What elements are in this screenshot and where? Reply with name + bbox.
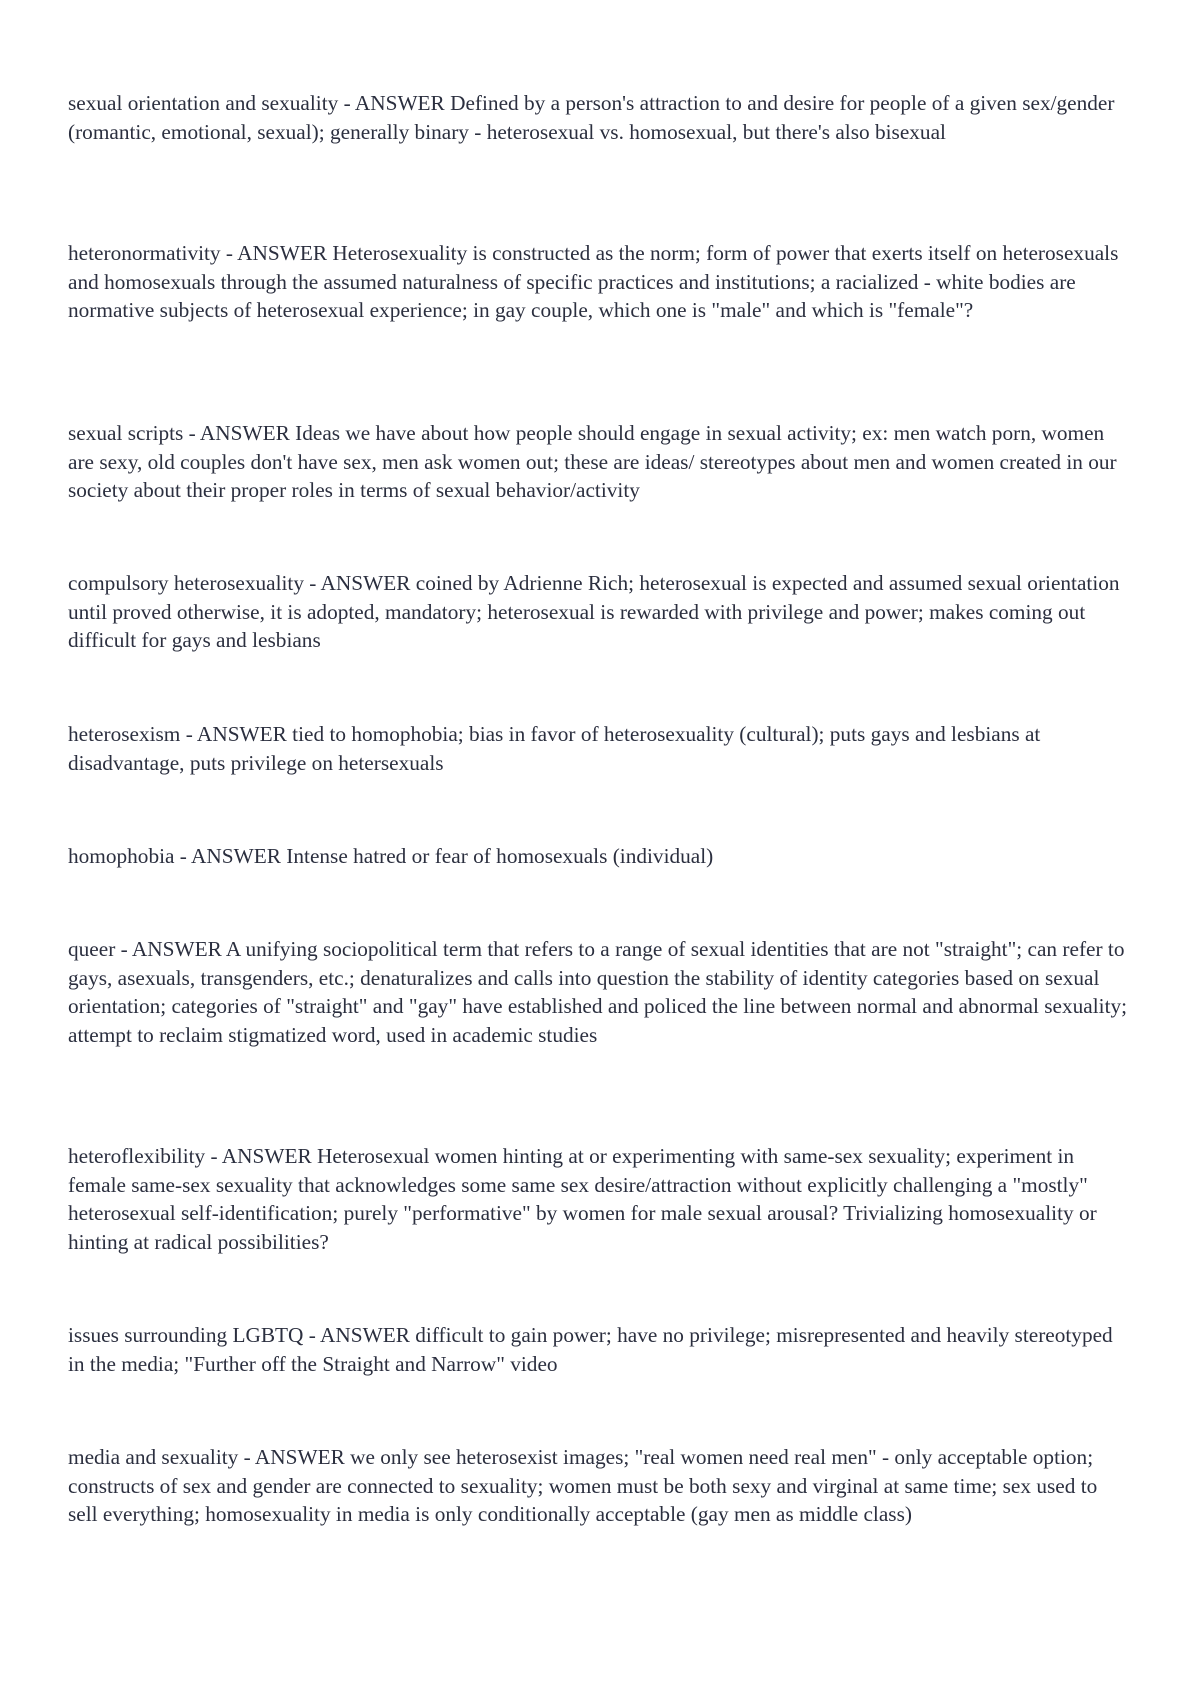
entry-issues-surrounding-lgbtq: issues surrounding LGBTQ - ANSWER difficult to gain power; have no privilege; misrepresented and heavily stereotyped in the media; "Further off the Straight and Narrow" video [68, 1323, 1113, 1376]
entry-heteroflexibility: heteroflexibility - ANSWER Heterosexual women hinting at or experimenting with same-sex sexuality; experiment in female same-sex sexuality that acknowledges some same sex desire/attraction without explicitly challenging a "mostly" heterosexual self-identification; purely "performative" by women for male sexual arousal? Trivializing homosexuality or hinting at radical possibilities? [68, 1144, 1097, 1254]
entry-homophobia: homophobia - ANSWER Intense hatred or fear of homosexuals (individual) [68, 844, 714, 868]
entry-compulsory-heterosexuality: compulsory heterosexuality - ANSWER coined by Adrienne Rich; heterosexual is expected and assumed sexual orientation until proved otherwise, it is adopted, mandatory; heterosexual is rewarded with privilege and power; makes coming out difficult for gays and lesbians [68, 571, 1120, 653]
entry-queer: queer - ANSWER A unifying sociopolitical term that refers to a range of sexual identities that are not "straight"; can refer to gays, asexuals, transgenders, etc.; denaturalizes and calls into question the stability of identity categories based on sexual orientation; categories of "straight" and "gay" have established and policed the line between normal and abnormal sexuality; attempt to reclaim stigmatized word, used in academic studies [68, 937, 1128, 1047]
entry-sexual-orientation: sexual orientation and sexuality - ANSWER Defined by a person's attraction to and desire for people of a given sex/gender (romantic, emotional, sexual); generally binary - heterosexual vs. homosexual, but there's also bisexual [68, 91, 1115, 144]
entry-heteronormativity: heteronormativity - ANSWER Heterosexuality is constructed as the norm; form of power that exerts itself on heterosexuals and homosexuals through the assumed naturalness of specific practices and institutions; a racialized - white bodies are normative subjects of heterosexual experience; in gay couple, which one is "male" and which is "female"? [68, 241, 1119, 323]
entry-sexual-scripts: sexual scripts - ANSWER Ideas we have about how people should engage in sexual activity; ex: men watch porn, women are sexy, old couples don't have sex, men ask women out; these are ideas/ stereotypes about men and women created in our society about their proper roles in terms of sexual behavior/activity [68, 421, 1117, 503]
entry-media-and-sexuality: media and sexuality - ANSWER we only see heterosexist images; "real women need real men" - only acceptable option; constructs of sex and gender are connected to sexuality; women must be both sexy and virginal at same time; sex used to sell everything; homosexuality in media is only conditionally acceptable (gay men as middle class) [68, 1445, 1098, 1527]
entry-heterosexism: heterosexism - ANSWER tied to homophobia; bias in favor of heterosexuality (cultural); puts gays and lesbians at disadvantage, puts privilege on hetersexuals [68, 722, 1041, 775]
